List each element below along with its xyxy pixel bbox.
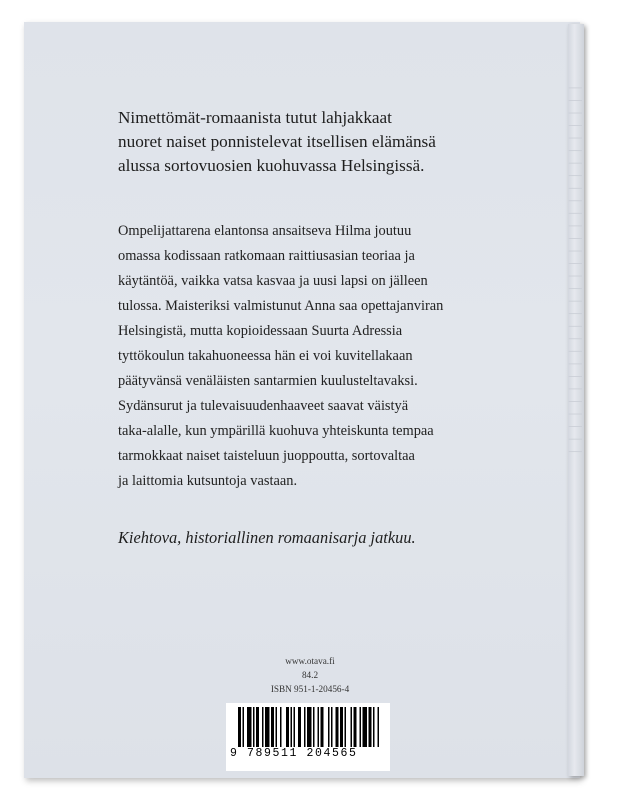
blurb-body-paragraph bbox=[118, 219, 518, 494]
lead-line: Nimettömät-romaanista tutut lahjakkaat bbox=[118, 108, 392, 127]
publisher-info bbox=[230, 654, 390, 696]
library-classification: 84.2 bbox=[301, 670, 319, 680]
lead-line: nuoret naiset ponnistelevat itsellisen elämänsä bbox=[118, 132, 436, 151]
publisher-website: www.otava.fi bbox=[285, 656, 335, 666]
body-line: päätyvänsä venäläisten santarmien kuulusteltavaksi. bbox=[118, 373, 418, 389]
isbn-number: ISBN 951-1-20456-4 bbox=[270, 684, 350, 694]
isbn-barcode bbox=[226, 703, 390, 771]
body-line: Ompelijattarena elantonsa ansaitseva Hilma joutuu bbox=[118, 223, 412, 239]
series-tagline: Kiehtova, historiallinen romaanisarja jatkuu. bbox=[118, 528, 416, 547]
book-spine-edge bbox=[568, 24, 584, 776]
body-line: tarmokkaat naiset taisteluun juoppoutta, sortovaltaa bbox=[118, 448, 415, 464]
body-line: tyttökoulun takahuoneessa hän ei voi kuvitellakaan bbox=[118, 348, 413, 364]
body-line: tulossa. Maisteriksi valmistunut Anna saa opettajanviran bbox=[118, 298, 444, 314]
body-line: taka-alalle, kun ympärillä kuohuva yhteiskunta tempaa bbox=[118, 423, 434, 439]
body-line: omassa kodissaan ratkomaan raittiusasian teoriaa ja bbox=[118, 248, 415, 264]
spine-decoration: │ │ │ │ │ │ │ │ │ │ │ │ │ │ │ │ │ │ │ │ │ │ │ │ │ │ │ │ │ │ bbox=[569, 84, 581, 457]
body-line: käytäntöä, vaikka vatsa kasvaa ja uusi lapsi on jälleen bbox=[118, 273, 428, 289]
lead-line: alussa sortovuosien kuohuvassa Helsingissä. bbox=[118, 156, 425, 175]
body-line: ja laittomia kutsuntoja vastaan. bbox=[118, 473, 298, 489]
barcode-bars bbox=[226, 703, 390, 751]
body-line: Helsingistä, mutta kopioidessaan Suurta Adressia bbox=[118, 323, 403, 339]
blurb-lead-paragraph bbox=[118, 106, 518, 178]
barcode-digits: 9 789511 204565 bbox=[230, 747, 358, 760]
body-line: Sydänsurut ja tulevaisuudenhaaveet saavat väistyä bbox=[118, 398, 409, 414]
